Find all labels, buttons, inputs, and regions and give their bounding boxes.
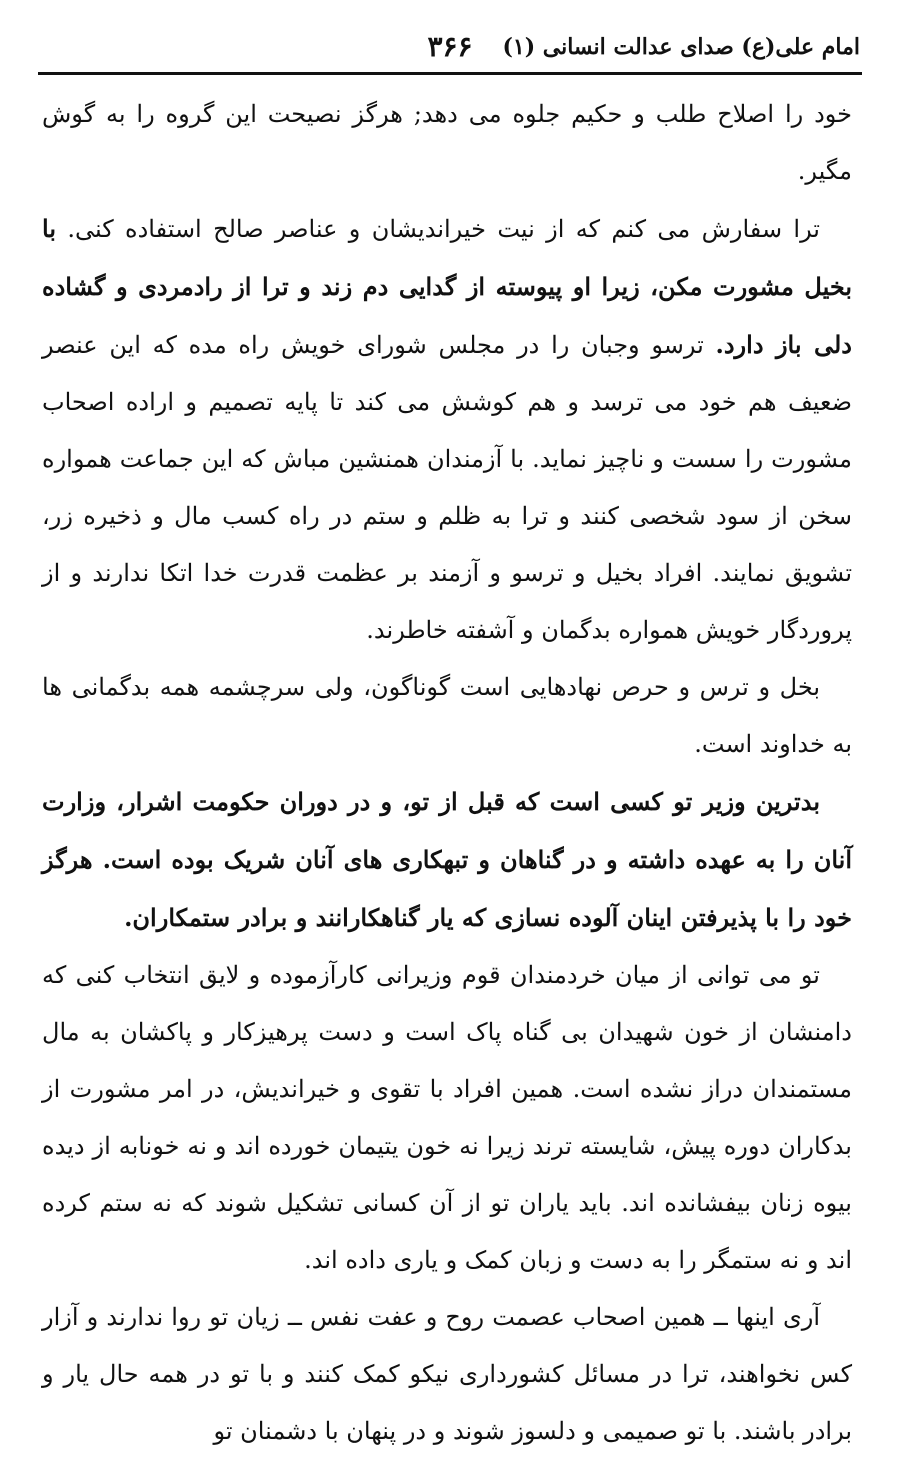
paragraph: [42, 86, 852, 200]
body-text: [42, 86, 852, 1460]
bold-text-segment: بدترین وزیر تو کسی است که قبل از تو، و در دوران حکومت اشرار، وزارت آنان را به عهده داشته و در گناهان و تبهکاری های آنان شریک بوده است. هرگز خود را با پذیرفتن اینان آلوده نسازی که یار گناهکارانند و برادر ستمکاران.: [42, 787, 852, 932]
page-number: ۳۶۶: [427, 30, 473, 63]
text-segment: بخل و ترس و حرص نهادهایی است گوناگون، ولی سرچشمه همه بدگمانی ها به خداوند است.: [42, 673, 852, 758]
text-segment: تو می توانی از میان خردمندان قوم وزیرانی کارآزموده و لایق انتخاب کنی که دامنشان از خون شهیدان بی گناه پاک است و دست پرهیزکار و پاکشان به مال مستمندان دراز نشده است. همین افراد با تقوی و خیراندیش، در امر مشورت از بدکاران دوره پیش، شایسته ترند زیرا نه خون یتیمان خورده اند و نه خونابه از دیده بیوه زنان بیفشانده اند. باید یاران تو از آن کسانی تشکیل شوند که نه ستم کرده اند و نه ستمگر را به دست و زبان کمک و یاری داده اند.: [42, 961, 852, 1274]
text-segment: ترا سفارش می کنم که از نیت خیراندیشان و عناصر صالح استفاده کنی.: [56, 215, 820, 243]
paragraph: [42, 659, 852, 773]
text-segment: خود را اصلاح طلب و حکیم جلوه می دهد; هرگز نصیحت این گروه را به گوش مگیر.: [42, 100, 852, 185]
paragraph: [42, 773, 852, 947]
running-title: امام علی(ع) صدای عدالت انسانی (۱): [502, 34, 860, 60]
paragraph: [42, 1289, 852, 1460]
page-header: [40, 30, 860, 72]
bold-text-segment: با بخیل مشورت مکن، زیرا او پیوسته از گدایی دم زند و ترا از رادمردی و گشاده دلی باز دارد.: [42, 214, 852, 359]
text-segment: ترسو وجبان را در مجلس شورای خویش راه مده که این عنصر ضعیف هم خود می ترسد و هم کوشش می کند تا پایه تصمیم و اراده اصحاب مشورت را سست و ناچیز نماید. با آزمندان همنشین مباش که این جماعت همواره سخن از سود شخصی کنند و ترا به ظلم و ستم در راه کسب مال و ذخیره زر، تشویق نمایند. افراد بخیل و ترسو و آزمند بر عظمت قدرت خدا اتکا ندارند و از پروردگار خویش همواره بدگمان و آشفته خاطرند.: [42, 331, 853, 644]
paragraph: [42, 947, 852, 1289]
text-segment: آری اینها ــ همین اصحاب عصمت روح و عفت نفس ــ زیان تو روا ندارند و آزار کس نخواهند، ترا در مسائل کشورداری نیکو کمک کنند و با تو در همه حال یار و برادر باشند. با تو صمیمی و دلسوز شوند و در پنهان با دشمنان تو: [42, 1303, 852, 1445]
header-divider: [38, 72, 862, 75]
paragraph: [42, 200, 852, 659]
